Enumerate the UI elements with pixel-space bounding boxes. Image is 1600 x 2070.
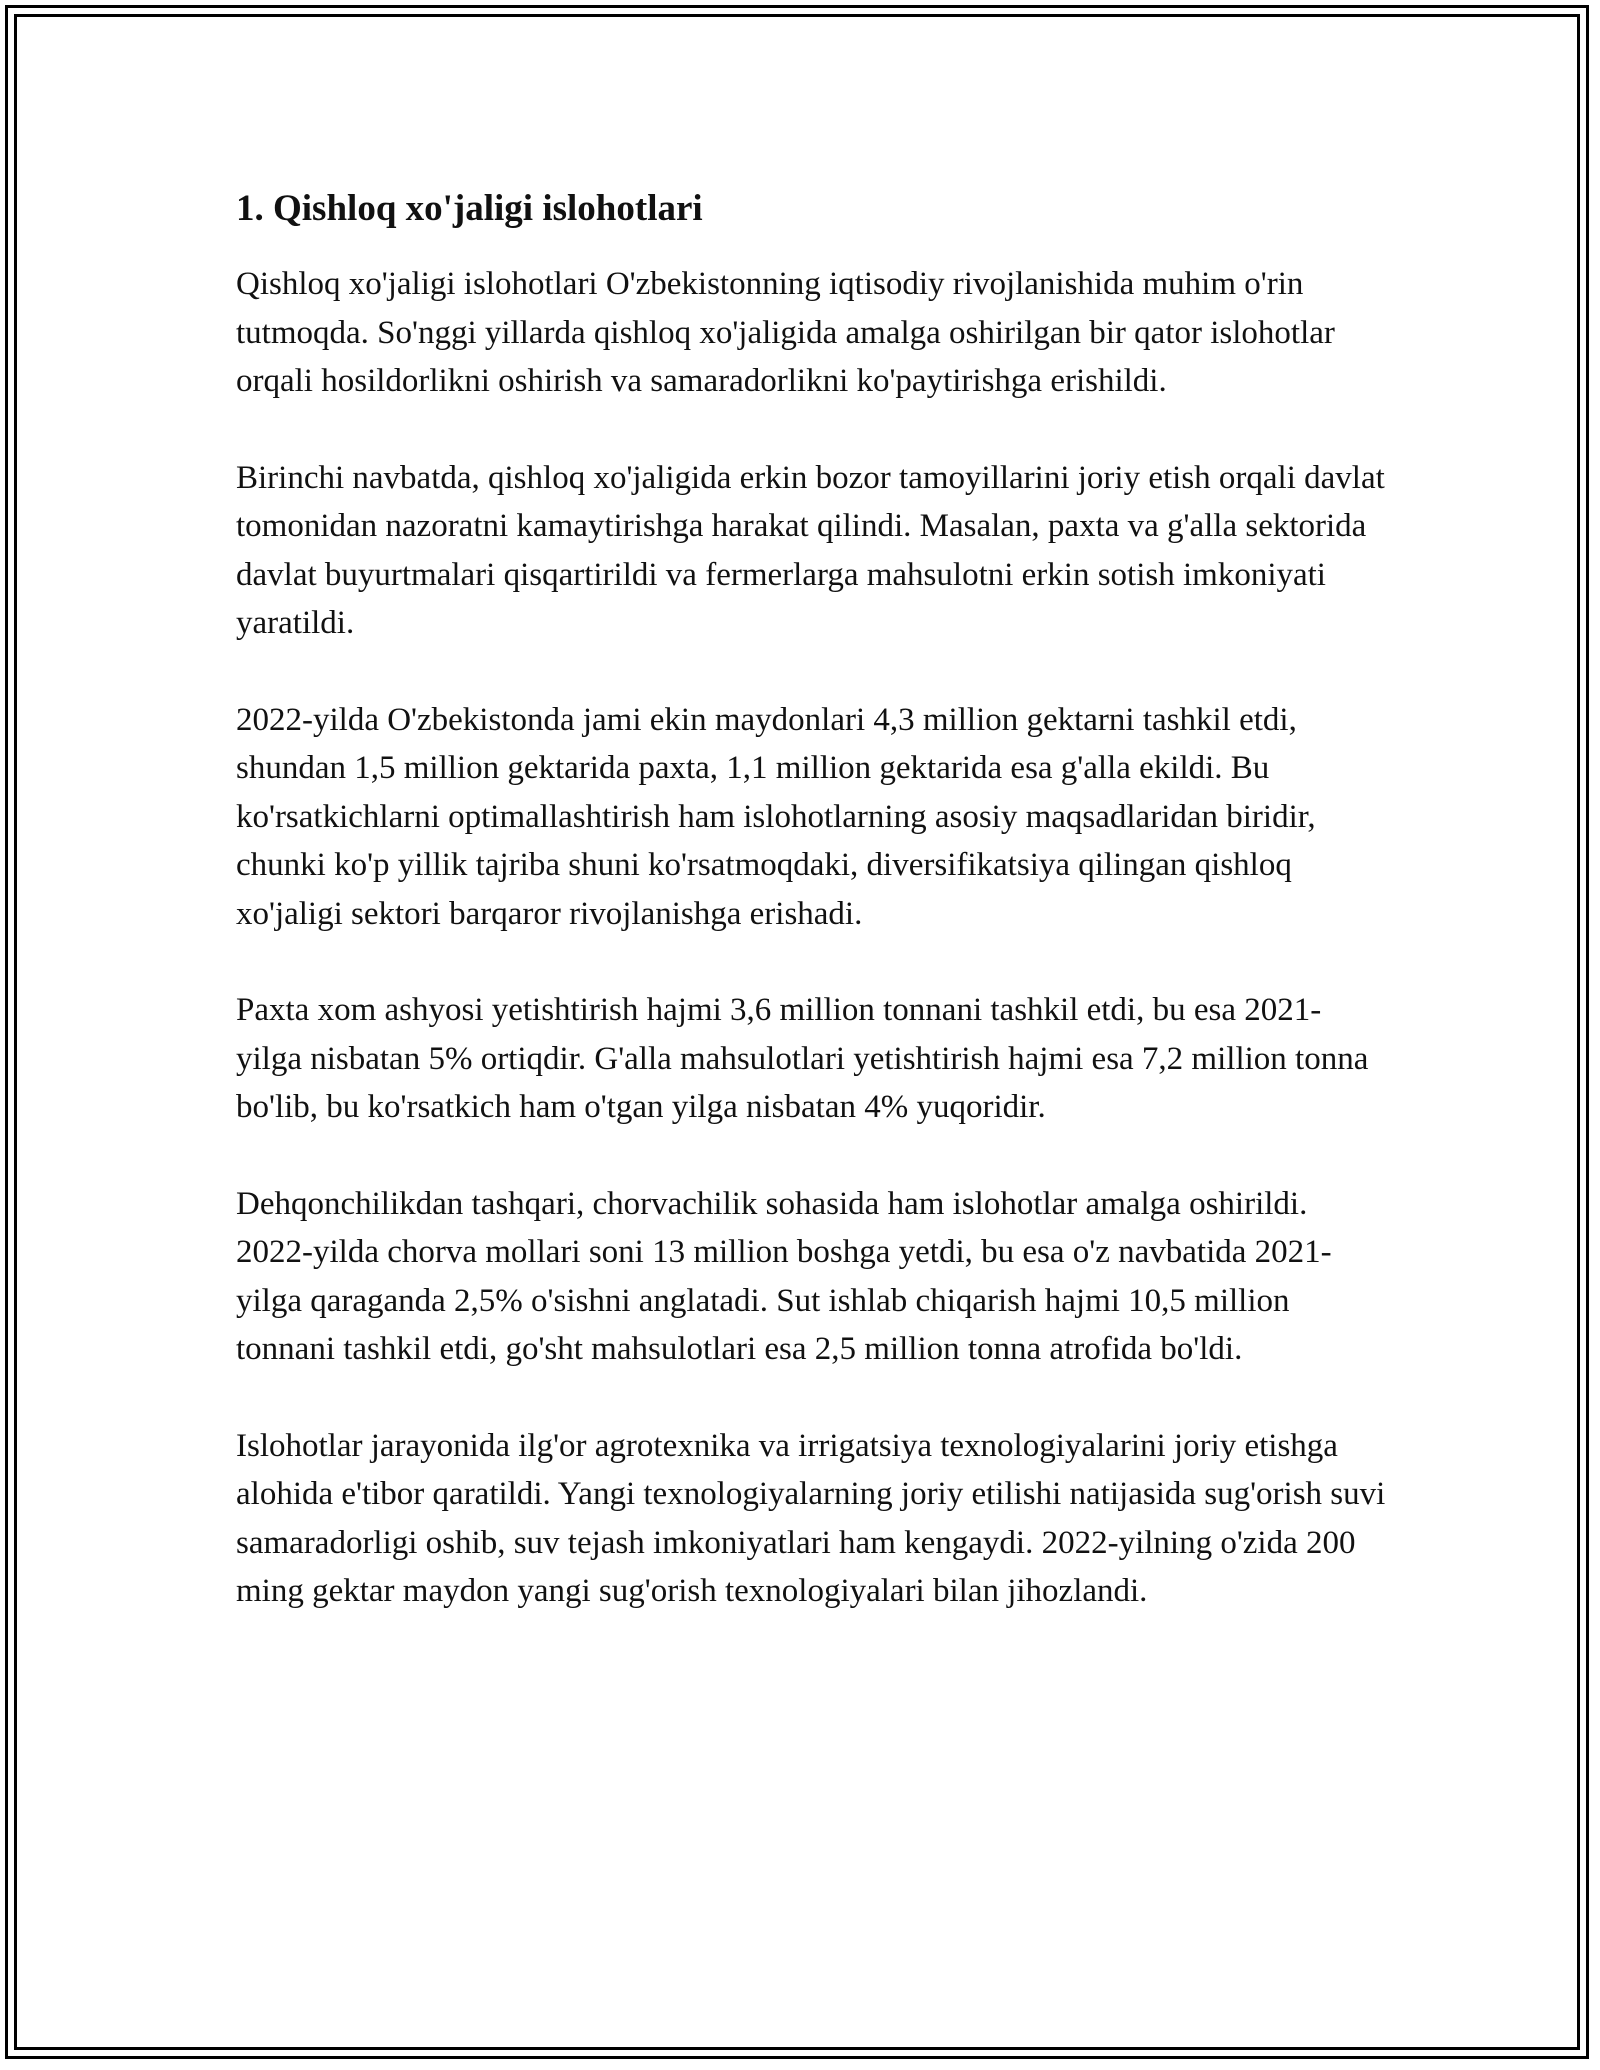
paragraph-harvest-volumes: Paxta xom ashyosi yetishtirish hajmi 3,6 million tonnani tashkil etdi, bu esa 2021-yilga nisbatan 5% ortiqdir. G'alla mahsulotlari yetishtirish hajmi esa 7,2 million tonna bo'lib, bu ko'rsatkich ham o'tgan yilga nisbatan 4% yuqoridir. bbox=[236, 992, 1369, 1125]
paragraph-intro: Qishloq xo'jaligi islohotlari O'zbekistonning iqtisodiy rivojlanishida muhim o'rin tutmoqda. So'nggi yillarda qishloq xo'jaligida amalga oshirilgan bir qator islohotlar orqali hosildorlikni oshirish va samaradorlikni ko'paytirishga erishildi. bbox=[236, 266, 1335, 399]
paragraph-livestock: Dehqonchilikdan tashqari, chorvachilik sohasida ham islohotlar amalga oshirildi. 2022-yilda chorva mollari soni 13 million boshga yetdi, bu esa o'z navbatida 2021-yilga qaraganda 2,5% o'sishni anglatadi. Sut ishlab chiqarish hajmi 10,5 million tonnani tashkil etdi, go'sht mahsulotlari esa 2,5 million tonna atrofida bo'ldi. bbox=[236, 1185, 1332, 1367]
paragraph-irrigation: Islohotlar jarayonida ilg'or agrotexnika va irrigatsiya texnologiyalarini joriy etishga alohida e'tibor qaratildi. Yangi texnologiyalarning joriy etilishi natijasida sug'orish suvi samaradorligi oshib, suv tejash imkoniyatlari ham kengaydi. 2022-yilning o'zida 200 ming gektar maydon yangi sug'orish texnologiyalari bilan jihozlandi. bbox=[236, 1427, 1386, 1609]
paragraph-market-reforms: Birinchi navbatda, qishloq xo'jaligida erkin bozor tamoyillarini joriy etish orqali davlat tomonidan nazoratni kamaytirishga harakat qilindi. Masalan, paxta va g'alla sektorida davlat buyurtmalari qisqartirildi va fermerlarga mahsulotni erkin sotish imkoniyati yaratildi. bbox=[236, 459, 1385, 641]
paragraph-crop-areas: 2022-yilda O'zbekistonda jami ekin maydonlari 4,3 million gektarni tashkil etdi, shundan 1,5 million gektarida paxta, 1,1 million gektarida esa g'alla ekildi. Bu ko'rsatkichlarni optimallashtirish ham islohotlarning asosiy maqsadlaridan biridir, chunki ko'p yillik tajriba shuni ko'rsatmoqdaki, diversifikatsiya qilingan qishloq xo'jaligi sektori barqaror rivojlanishga erishadi. bbox=[236, 701, 1316, 932]
document-body bbox=[236, 186, 1386, 1664]
section-heading: 1. Qishloq xo'jaligi islohotlari bbox=[236, 188, 703, 229]
